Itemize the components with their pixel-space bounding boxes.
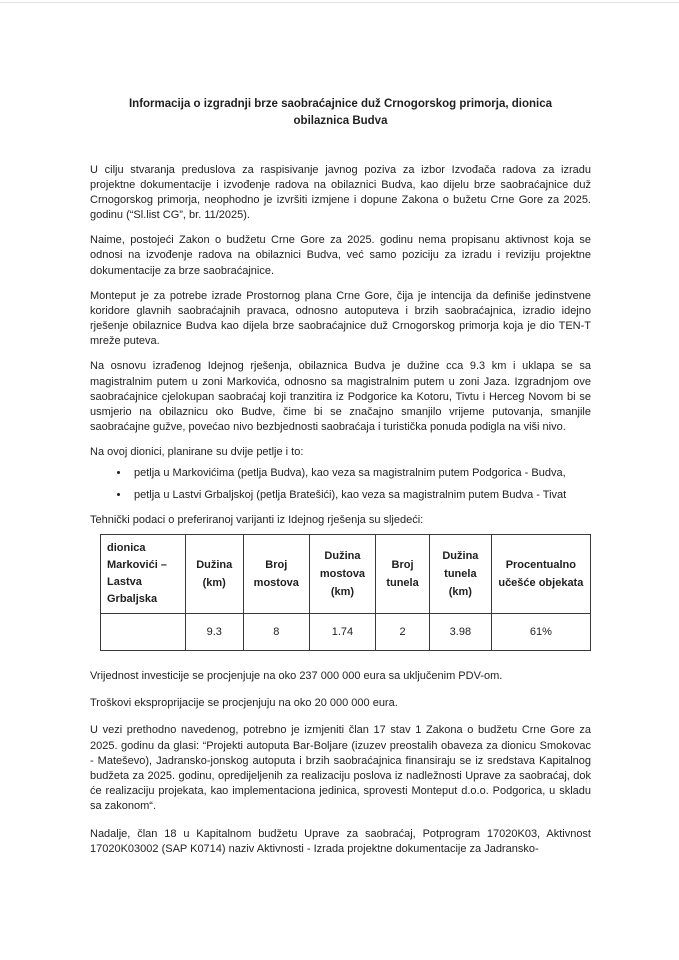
table-cell-tunnel-length: 3.98 bbox=[430, 614, 492, 651]
bullet-item-petlja-budva: • petlja u Markovićima (petlja Budva), kao veza sa magistralnim putem Podgorica - Budva, bbox=[130, 466, 591, 481]
scan-edge-line bbox=[0, 2, 679, 3]
technical-data-table bbox=[100, 534, 591, 651]
table-cell-empty bbox=[101, 614, 186, 651]
paragraph-table-intro: Tehnički podaci o preferiranoj varijanti iz Idejnog rješenja su sljedeći: bbox=[90, 513, 424, 526]
table-cell-bridge-count: 8 bbox=[243, 614, 309, 651]
table-header-tunnel-length: Dužina tunela (km) bbox=[430, 534, 492, 613]
paragraph-expropriation-cost: Troškovi eksproprijacije se procjenjuju na oko 20 000 000 eura. bbox=[90, 697, 398, 710]
document-title: Informacija o izgradnji brze saobraćajnice duž Crnogorskog primorja, dionica obilaznica Budva bbox=[128, 98, 553, 128]
paragraph-investment-value: Vrijednost investicije se procjenjuje na oko 237 000 000 eura sa uključenim PDV-om. bbox=[90, 670, 503, 683]
table-header-bridge-count: Broj mostova bbox=[243, 534, 309, 613]
bullet-list bbox=[90, 466, 591, 502]
table-cell-bridge-length: 1.74 bbox=[309, 614, 375, 651]
table-header-length: Dužina (km) bbox=[185, 534, 243, 613]
paragraph-law-status: Naime, postojeći Zakon o budžetu Crne Gore za 2025. godinu nema propisanu aktivnost koja se odnosi na izvođenje radova na obilaznici Budva, već samo poziciju za izradu i reviziju projektne dokumentacije za brze saobraćajnice. bbox=[90, 234, 591, 277]
table-header-tunnel-count: Broj tunela bbox=[376, 534, 430, 613]
table-cell-tunnel-count: 2 bbox=[376, 614, 430, 651]
paragraph-article-18: Nadalje, član 18 u Kapitalnom budžetu Uprave za saobraćaj, Potprogram 17020K03, Aktivnost 17020K03002 (SAP K0714) naziv Aktivnosti - Izrada projektne dokumentacije za Jadransko- bbox=[90, 827, 591, 855]
paragraph-route-description: Na osnovu izrađenog Idejnog rješenja, obilaznica Budva je dužine cca 9.3 km i uklapa se sa magistralnim putem u zoni Markovića, odnosno sa magistralnim putem u zoni Jaza. Izgradnjom ove saobraćajnice cjelokupan saobraćaj koji tranzitira iz Podgorice ka Kotoru, Tivtu i Herceg Novom bi se usmjerio na obilaznicu oko Budve, čime bi se značajno smanjilo vrijeme putovanja, smanjile saobraćajne gužve, povećao nivo bezbjednosti saobraćaja i turistička ponuda podigla na viši nivo. bbox=[90, 360, 591, 434]
paragraph-intro: U cilju stvaranja preduslova za raspisivanje javnog poziva za izbor Izvođača radova za izradu projektne dokumentacije i izvođenje radova na obilaznici Budva, kao dijelu brze saobraćajnice duž Crnogorskog primorja, neophodno je izvršiti izmjene i dopune Zakona o bužetu Crne Gore za 2025. godinu (“Sl.list CG”, br. 11/2025). bbox=[90, 163, 591, 222]
table-header-bridge-length: Dužina mostova (km) bbox=[309, 534, 375, 613]
bullet-item-petlja-bratesici: • petlja u Lastvi Grbaljskoj (petlja Bratešići), kao veza sa magistralnim putem Budva - Tivat bbox=[130, 488, 591, 503]
paragraph-law-amendment: U vezi prethodno navedenog, potrebno je izmjeniti član 17 stav 1 Zakona o budžetu Crne Gore za 2025. godinu da glasi: “Projekti autoputa Bar-Boljare (izuzev preostalih obaveza za dionicu Smokovac - Mateševo), Jadransko-jonskog autoputa i brzih saobraćajnica finansiraju se iz sredstava Kapitalnog budžeta za 2025. godinu, opredijeljenih za realizaciju poslova iz nadležnosti Uprave za saobraćaj, dok će realizaciju projekata, kao implementaciona jedinica, sprovesti Monteput d.o.o. Podgorica, u skladu sa zakonom“. bbox=[90, 724, 591, 813]
paragraph-loops-intro: Na ovoj dionici, planirane su dvije petlje i to: bbox=[90, 446, 304, 459]
table-header-structures-share: Procentualno učešće objekata bbox=[491, 534, 590, 613]
paragraph-monteput: Monteput je za potrebe izrade Prostornog plana Crne Gore, čija je intencija da definiše jedinstvene koridore glavnih saobraćajnih pravaca, odnosno autoputeva i brzih saobraćajnica, izradio idejno rješenje obilaznice Budva kao dijela brze saobraćajnice duž Crnogorskog primorja koja je dio TEN-T mreže puteva. bbox=[90, 289, 591, 348]
table-cell-structures-share: 61% bbox=[491, 614, 590, 651]
table-row-label: dionica Markovići – Lastva Grbaljska bbox=[101, 534, 186, 613]
table-value-row bbox=[101, 614, 591, 651]
table-header-row bbox=[101, 534, 591, 613]
table-cell-length: 9.3 bbox=[185, 614, 243, 651]
